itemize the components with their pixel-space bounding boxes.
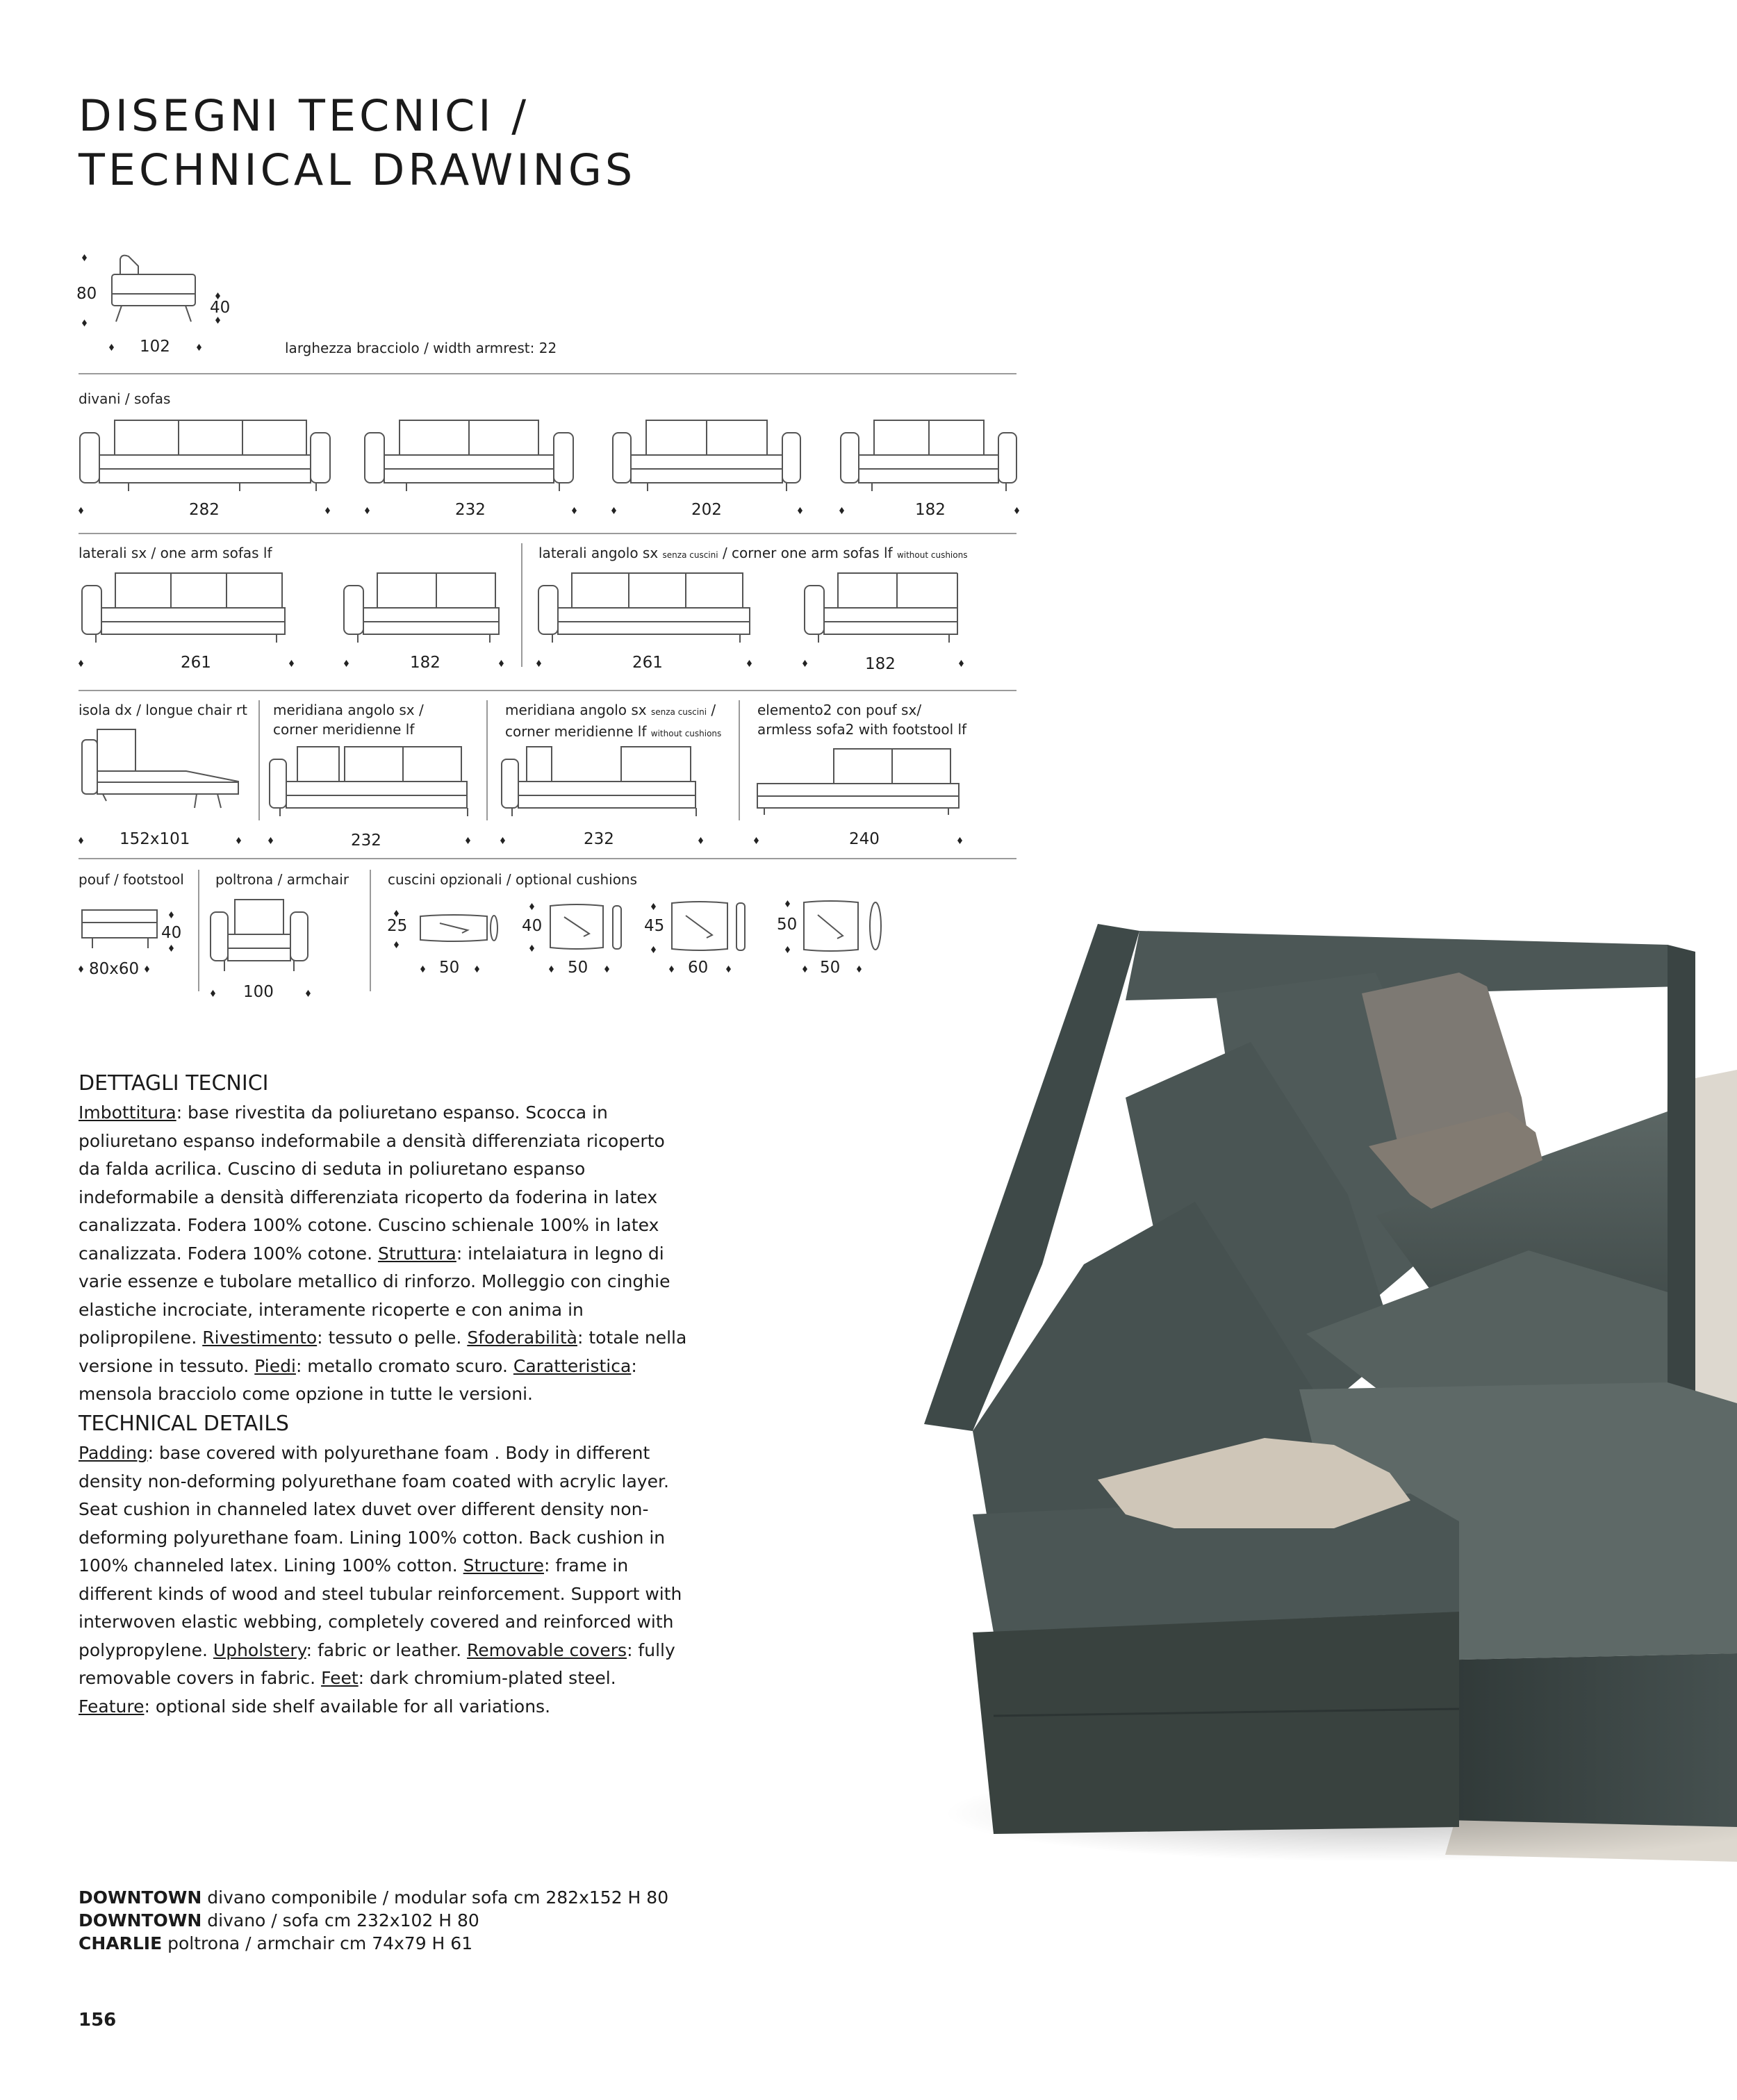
dimension-marker (572, 507, 577, 514)
page-title-line-1: DISEGNI TECNICI / (79, 90, 530, 141)
section-label: laterali sx / one arm sofas lf (79, 545, 272, 561)
label-note: senza cuscini (662, 550, 718, 560)
dimension-marker (549, 966, 554, 973)
dimension-marker (604, 966, 609, 973)
product-name: CHARLIE (79, 1933, 163, 1953)
meridiana-no-cushions-drawing (502, 747, 703, 816)
details-heading-en: TECHNICAL DETAILS (79, 1412, 289, 1436)
elemento2-width: 240 (849, 830, 880, 848)
term-text: : intelaiatura in legno di varie essenze e tubolare metallico di rinforzo. Molleggio con cinghie elastiche incrociate, interamente ricoperte e con anima in polipropilene. (79, 1243, 670, 1348)
term: Padding (79, 1443, 148, 1463)
term: Rivestimento (202, 1328, 318, 1348)
cushion-height: 50 (777, 916, 798, 934)
pouf-height: 40 (161, 924, 182, 942)
corner-one-arm-width: 182 (865, 655, 896, 673)
label-line: elemento2 con pouf sx/ (757, 702, 922, 718)
divider (258, 700, 260, 820)
product-description: divano / sofa cm 232x102 H 80 (201, 1910, 479, 1930)
meridiana-no-cushions-width: 232 (584, 830, 614, 848)
divider (79, 858, 1016, 859)
dimension-marker (466, 837, 470, 844)
section-label: cuscini opzionali / optional cushions (388, 871, 638, 888)
label-line: corner meridienne lf (273, 721, 415, 738)
divider (198, 870, 199, 991)
term: Removable covers (467, 1639, 627, 1660)
divider (79, 373, 1016, 374)
dimension-marker (109, 344, 114, 351)
dimension-marker (79, 507, 83, 514)
term-text: : optional side shelf available for all variations. (144, 1696, 551, 1717)
dimension-marker (611, 507, 616, 514)
term-text: : fully removable covers in fabric. (79, 1639, 675, 1688)
term-text: : dark chromium-plated steel. (358, 1668, 616, 1688)
term: Upholstery (213, 1639, 306, 1660)
dimension-marker (82, 320, 87, 326)
cushion-25x50-drawing (419, 913, 499, 945)
term: Imbottitura (79, 1102, 176, 1123)
section-label: isola dx / longue chair rt (79, 702, 247, 718)
dimension-marker (475, 966, 479, 973)
sofa-photo (764, 903, 1737, 1890)
label-line: meridiana angolo sx / (273, 702, 424, 718)
armchair-width: 100 (243, 983, 274, 1001)
term: Feature (79, 1696, 145, 1717)
term: Feet (321, 1668, 359, 1688)
section-label (505, 700, 721, 743)
caption-line (79, 1886, 668, 1909)
corner-one-arm-width: 261 (632, 654, 663, 672)
product-name: DOWNTOWN (79, 1910, 202, 1930)
left-arm-front (973, 1612, 1459, 1834)
divider (739, 700, 740, 820)
term-text: : metallo cromato scuro. (295, 1355, 513, 1376)
dimension-marker (79, 966, 83, 973)
armrest-height: 80 (76, 285, 97, 303)
dimension-marker (726, 966, 731, 973)
armrest-width: 102 (140, 338, 170, 356)
pouf-dimensions: 80x60 (89, 960, 140, 978)
dimension-marker (169, 945, 174, 952)
armrest-depth: 40 (210, 299, 231, 317)
dimension-marker (651, 946, 656, 953)
cushion-width: 60 (688, 959, 709, 977)
dimension-marker (500, 837, 505, 844)
dimension-marker (215, 317, 220, 324)
divider (486, 700, 488, 820)
cushion-40x50-drawing (549, 903, 629, 953)
dimension-marker (698, 837, 703, 844)
dimension-marker (802, 660, 807, 667)
label-note: senza cuscini (651, 707, 707, 717)
label-text: laterali angolo sx (538, 545, 663, 561)
sofa-202-drawing (613, 420, 800, 493)
dimension-marker (536, 660, 541, 667)
term-text: : frame in different kinds of wood and steel tubular reinforcement. Support with interwoven elastic webbing, completely covered and reinforced with polypropylene. (79, 1555, 682, 1660)
caption-line (79, 1909, 668, 1932)
product-captions (79, 1886, 668, 1955)
page-title-line-2: TECHNICAL DRAWINGS (79, 144, 636, 195)
dimension-marker (268, 837, 273, 844)
dimension-marker (651, 903, 656, 910)
term-text: : totale nella versione in tessuto. (79, 1328, 687, 1376)
label-text: / corner one arm sofas lf (718, 545, 897, 561)
label-note: without cushions (896, 550, 968, 560)
dimension-marker (754, 837, 759, 844)
label-line: armless sofa2 with footstool lf (757, 721, 967, 738)
dimension-marker (499, 660, 504, 667)
cushion-height: 45 (644, 917, 665, 935)
details-heading-it: DETTAGLI TECNICI (79, 1071, 269, 1096)
dimension-marker (959, 660, 964, 667)
dimension-marker (325, 507, 330, 514)
dimension-marker (211, 990, 215, 997)
corner-one-arm-182-drawing (805, 573, 964, 643)
details-text-it (79, 1099, 690, 1409)
dimension-marker (289, 660, 294, 667)
caption-line (79, 1932, 668, 1955)
label-line (505, 722, 721, 743)
dimension-marker (145, 966, 149, 973)
section-label: divani / sofas (79, 390, 171, 407)
label-note: without cushions (650, 729, 722, 738)
section-label (538, 543, 967, 565)
dimension-marker (82, 254, 87, 261)
product-description: poltrona / armchair cm 74x79 H 61 (162, 1933, 473, 1953)
dimension-marker (344, 660, 349, 667)
sofa-232-drawing (365, 420, 573, 493)
sofa-width: 182 (915, 501, 946, 519)
elemento2-drawing (757, 749, 962, 815)
chaise-base (1431, 1653, 1737, 1827)
dimension-marker (394, 941, 399, 948)
dimension-marker (79, 837, 83, 844)
page-number: 156 (79, 2010, 117, 2031)
divider (79, 690, 1016, 691)
one-arm-261-drawing (82, 573, 290, 643)
dimension-marker (529, 945, 534, 952)
meridiana-drawing (270, 747, 475, 816)
divider (370, 870, 371, 991)
dimension-marker (798, 507, 802, 514)
section-label (757, 700, 966, 739)
armrest-drawing (108, 254, 205, 326)
dimension-marker (306, 990, 311, 997)
dimension-marker (747, 660, 752, 667)
meridiana-width: 232 (351, 832, 381, 850)
dimension-marker (79, 660, 83, 667)
term: Sfoderabilità (467, 1328, 577, 1348)
dimension-marker (169, 911, 174, 918)
sofa-282-drawing (80, 420, 330, 493)
details-text-en (79, 1439, 690, 1721)
section-label (273, 700, 424, 739)
label-line (505, 700, 721, 722)
section-label: pouf / footstool (79, 871, 184, 888)
page-title (79, 89, 636, 197)
term: Piedi (254, 1355, 296, 1376)
armchair-drawing (211, 900, 311, 973)
longue-dimensions: 152x101 (120, 830, 190, 848)
term-text: : mensola bracciolo come opzione in tutte le versioni. (79, 1355, 637, 1404)
label-text: / (707, 702, 716, 718)
term-text: : base covered with polyurethane foam . Body in different density non-deforming polyurethane foam coated with acrylic layer. Seat cushion in channeled latex duvet over different density non-deforming polyurethane foam. Lining 100% cotton. Back cushion in 100% channeled latex. Lining 100% cotton. (79, 1443, 669, 1576)
label-text: corner meridienne lf (505, 723, 651, 740)
label-text: meridiana angolo sx (505, 702, 651, 718)
product-name: DOWNTOWN (79, 1887, 202, 1908)
divider (79, 533, 1016, 534)
cushion-height: 25 (387, 917, 408, 935)
divider (521, 543, 522, 667)
cushion-45x60-drawing (670, 900, 750, 956)
dimension-marker (420, 966, 425, 973)
section-label: poltrona / armchair (215, 871, 349, 888)
armrest-note: larghezza bracciolo / width armrest: 22 (285, 340, 557, 356)
dimension-marker (236, 837, 241, 844)
pouf-drawing (82, 910, 162, 952)
dimension-marker (839, 507, 844, 514)
sofa-width: 282 (189, 501, 220, 519)
term: Structure (463, 1555, 544, 1576)
cushion-width: 50 (568, 959, 588, 977)
one-arm-width: 182 (410, 654, 441, 672)
sofa-width: 202 (691, 501, 722, 519)
term: Struttura (377, 1243, 456, 1264)
term: Caratteristica (513, 1355, 632, 1376)
sofa-182-drawing (841, 420, 1018, 493)
product-description: divano componibile / modular sofa cm 282x152 H 80 (201, 1887, 669, 1908)
cushion-height: 40 (522, 917, 543, 935)
cushion-width: 50 (439, 959, 460, 977)
dimension-marker (957, 837, 962, 844)
corner-one-arm-261-drawing (538, 573, 754, 643)
sofa-width: 232 (455, 501, 486, 519)
one-arm-182-drawing (344, 573, 504, 643)
dimension-marker (669, 966, 674, 973)
one-arm-width: 261 (181, 654, 211, 672)
term-text: : tessuto o pelle. (317, 1328, 468, 1348)
dimension-marker (1014, 507, 1019, 514)
dimension-marker (197, 344, 201, 351)
longue-chair-drawing (82, 729, 249, 809)
cushion-width: 50 (820, 959, 841, 977)
term-text: : base rivestita da poliuretano espanso. Scocca in poliuretano espanso indeformabile a densità differenziata ricoperto da falda acrilica. Cuscino di seduta in poliuretano espanso indeformabile a densità differenziata ricoperto da foderina in latex canalizzata. Fodera 100% cotone. Cuscino schienale 100% in latex canalizzata. Fodera 100% cotone. (79, 1102, 665, 1264)
term-text: : fabric or leather. (306, 1639, 467, 1660)
dimension-marker (529, 903, 534, 910)
dimension-marker (365, 507, 370, 514)
dimension-marker (394, 910, 399, 917)
